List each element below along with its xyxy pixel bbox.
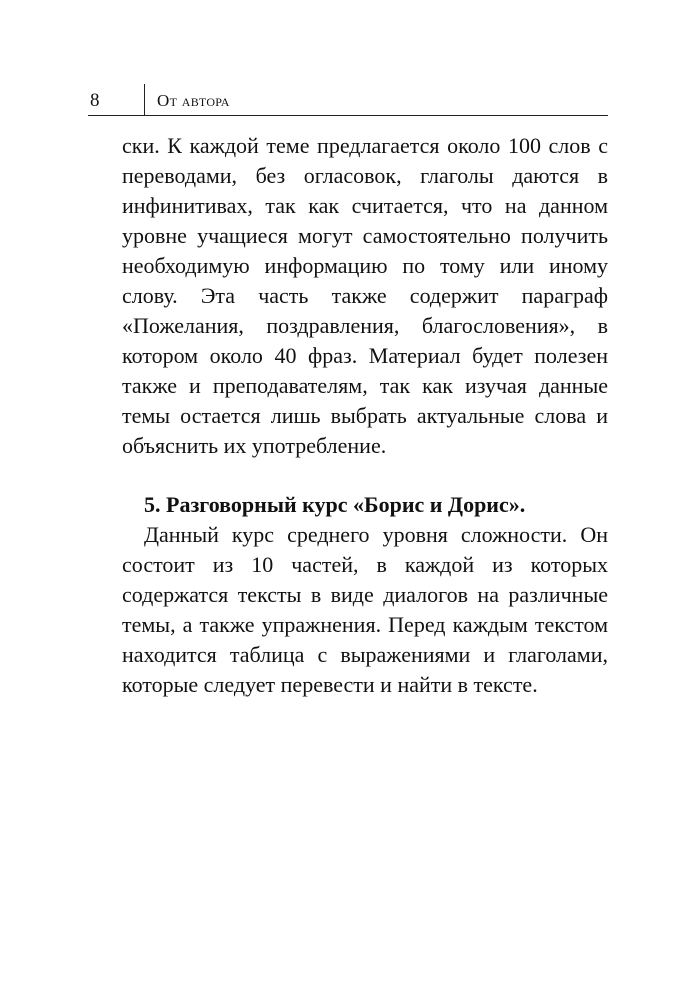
- running-title: От автора: [157, 91, 230, 110]
- section-heading: 5. Разговорный курс «Борис и Дорис».: [144, 492, 526, 517]
- header-rule: [88, 115, 608, 116]
- page-number: 8: [90, 90, 100, 111]
- body-paragraph: Данный курс среднего уровня сложности. Он состоит из 10 частей, в каждой из которых содержатся тексты в виде диалогов на различные темы, а также упражнения. Перед каждым текстом находится таблица с выражениями и глаголами, которые следует перевести и найти в тексте.: [122, 522, 608, 697]
- page-body: [122, 131, 608, 700]
- body-paragraph: ски. К каждой теме предлагается около 100 слов с переводами, без огласовок, глаголы даются в инфинитивах, так как считается, что на данном уровне учащиеся могут самостоятельно получить необходимую информацию по тому или иному слову. Эта часть также содержит параграф «Пожелания, поздравления, благословения», в котором около 40 фраз. Материал будет полезен также и преподавателям, так как изучая данные темы остается лишь выбрать актуальные слова и объяснить их употребление.: [122, 133, 608, 458]
- page-header: [88, 84, 608, 116]
- header-divider: [144, 84, 145, 115]
